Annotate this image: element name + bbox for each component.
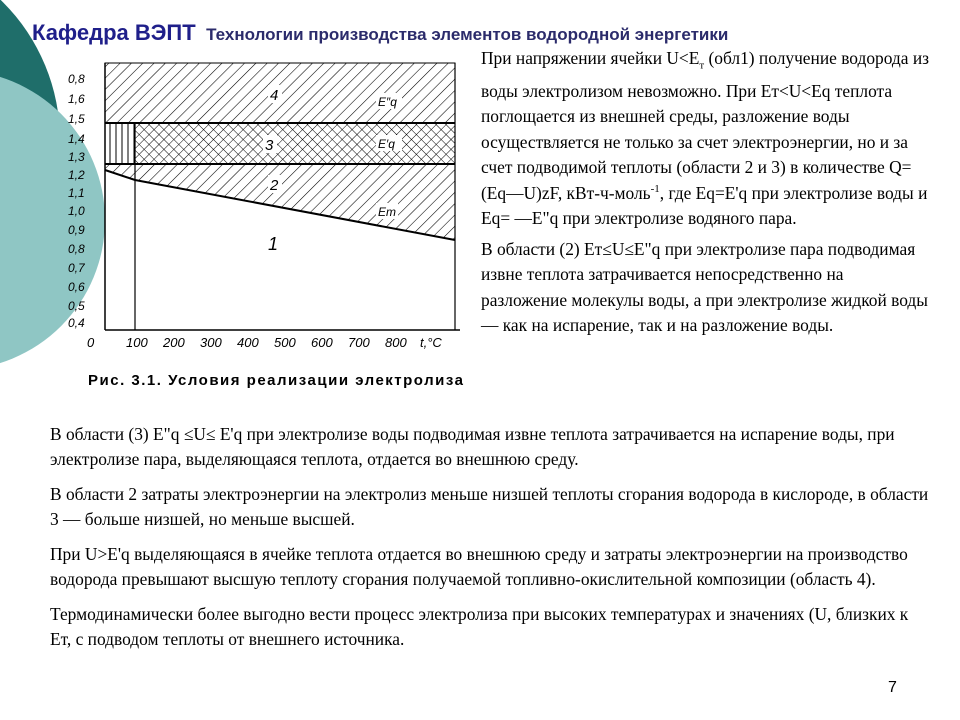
region-3-area: [135, 123, 455, 164]
curve-label-eq-double: E″q: [378, 95, 397, 109]
page-number: 7: [888, 679, 897, 696]
figure-caption: Рис. 3.1. Условия реализации электролиза: [88, 372, 465, 389]
topic-title: Технологии производства элементов водородной энергетики: [206, 25, 729, 44]
bottom-paragraph-2: В области 2 затраты электроэнергии на электролиз меньше низшей теплоты сгорания водорода в кислороде, в области 3 — больше низшей, но меньше высшей.: [50, 484, 929, 529]
right-text-block: [481, 46, 931, 344]
bottom-text-block: [50, 422, 930, 662]
x-unit-label: t,°C: [420, 335, 442, 350]
text-segment: , где Eq=E'q при электролизе воды и Eq= —E"q при электролизе водяного пара.: [481, 182, 928, 229]
x-tick-label: 200: [163, 335, 185, 350]
region-4-label: 4: [270, 87, 279, 104]
y-tick-label: 1,3: [68, 150, 85, 164]
x-tick-label: 500: [274, 335, 296, 350]
y-tick-label: 0,5: [68, 299, 85, 313]
right-paragraph-2: В области (2) Eт≤U≤E"q при электролизе пара подводимая извне теплота затрачивается непосредственно на разложение молекулы воды, а при электролизе жидкой воды— как на испарение, так и на разложение воды.: [481, 238, 928, 336]
x-tick-label: 800: [385, 335, 407, 350]
electrolysis-figure: [60, 55, 475, 405]
x-tick-label: 300: [200, 335, 222, 350]
right-paragraph-1: [481, 46, 931, 232]
y-tick-label: 0,9: [68, 223, 85, 237]
region-2-label: 2: [270, 177, 279, 194]
superscript: -1: [650, 183, 660, 196]
y-tick-label: 0,6: [68, 280, 85, 294]
x-tick-label: 100: [126, 335, 148, 350]
x-tick-label: 600: [311, 335, 333, 350]
region-3-left: [105, 123, 135, 164]
x-tick-label: 700: [348, 335, 370, 350]
curve-label-eq-prime: E′q: [378, 137, 395, 151]
subscript: т: [699, 59, 705, 72]
y-tick-label: 1,6: [68, 92, 85, 106]
y-tick-label: 1,1: [68, 186, 85, 200]
y-tick-label: 1,5: [68, 112, 85, 126]
x-zero-label: 0: [87, 335, 95, 350]
y-tick-label: 0,8: [68, 242, 85, 256]
curve-label-et: Eт: [378, 205, 396, 219]
text-segment: При напряжении ячейки U<E: [481, 48, 700, 68]
y-tick-label: 0,4: [68, 316, 85, 330]
bottom-paragraph-1: В области (3) E"q ≤U≤ E'q при электролизе воды подводимая извне теплота затрачивается на испарение воды, при электролизе пара, выделяющаяся теплота, отдается во внешнюю среду.: [50, 424, 895, 469]
bottom-paragraph-4: Термодинамически более выгодно вести процесс электролиза при высоких температурах и значениях (U, близких к Eт, с подводом теплоты от внешнего источника.: [50, 604, 909, 649]
bottom-paragraph-3: При U>E'q выделяющаяся в ячейке теплота отдается во внешнюю среду и затраты электроэнергии на производство водорода превышают высшую теплоту сгорания получаемой топливно-окислительной композиции (область 4).: [50, 544, 908, 589]
y-tick-label: 0,7: [68, 261, 85, 275]
y-tick-label: 1,4: [68, 132, 85, 146]
text-segment: При Eт<U<Eq теплота поглощается из внешней среды, разложение воды осуществляется не только за счет электроэнергии, но и за счет подводимой теплоты (области 2 и 3) в количестве Q=(Eq—U)zF, кВт-ч-моль: [481, 80, 912, 203]
slide-header: [32, 20, 728, 46]
y-tick-label: 1,0: [68, 204, 85, 218]
text-segment: (обл1) получение водорода из воды электролизом невозможно.: [481, 48, 930, 101]
region-3-label: 3: [265, 137, 274, 154]
region-1-label: 1: [268, 234, 279, 254]
y-tick-label: 1,2: [68, 168, 85, 182]
x-tick-label: 400: [237, 335, 259, 350]
y-tick-label: 0,8: [68, 72, 85, 86]
department-title: Кафедра ВЭПТ: [32, 20, 196, 45]
